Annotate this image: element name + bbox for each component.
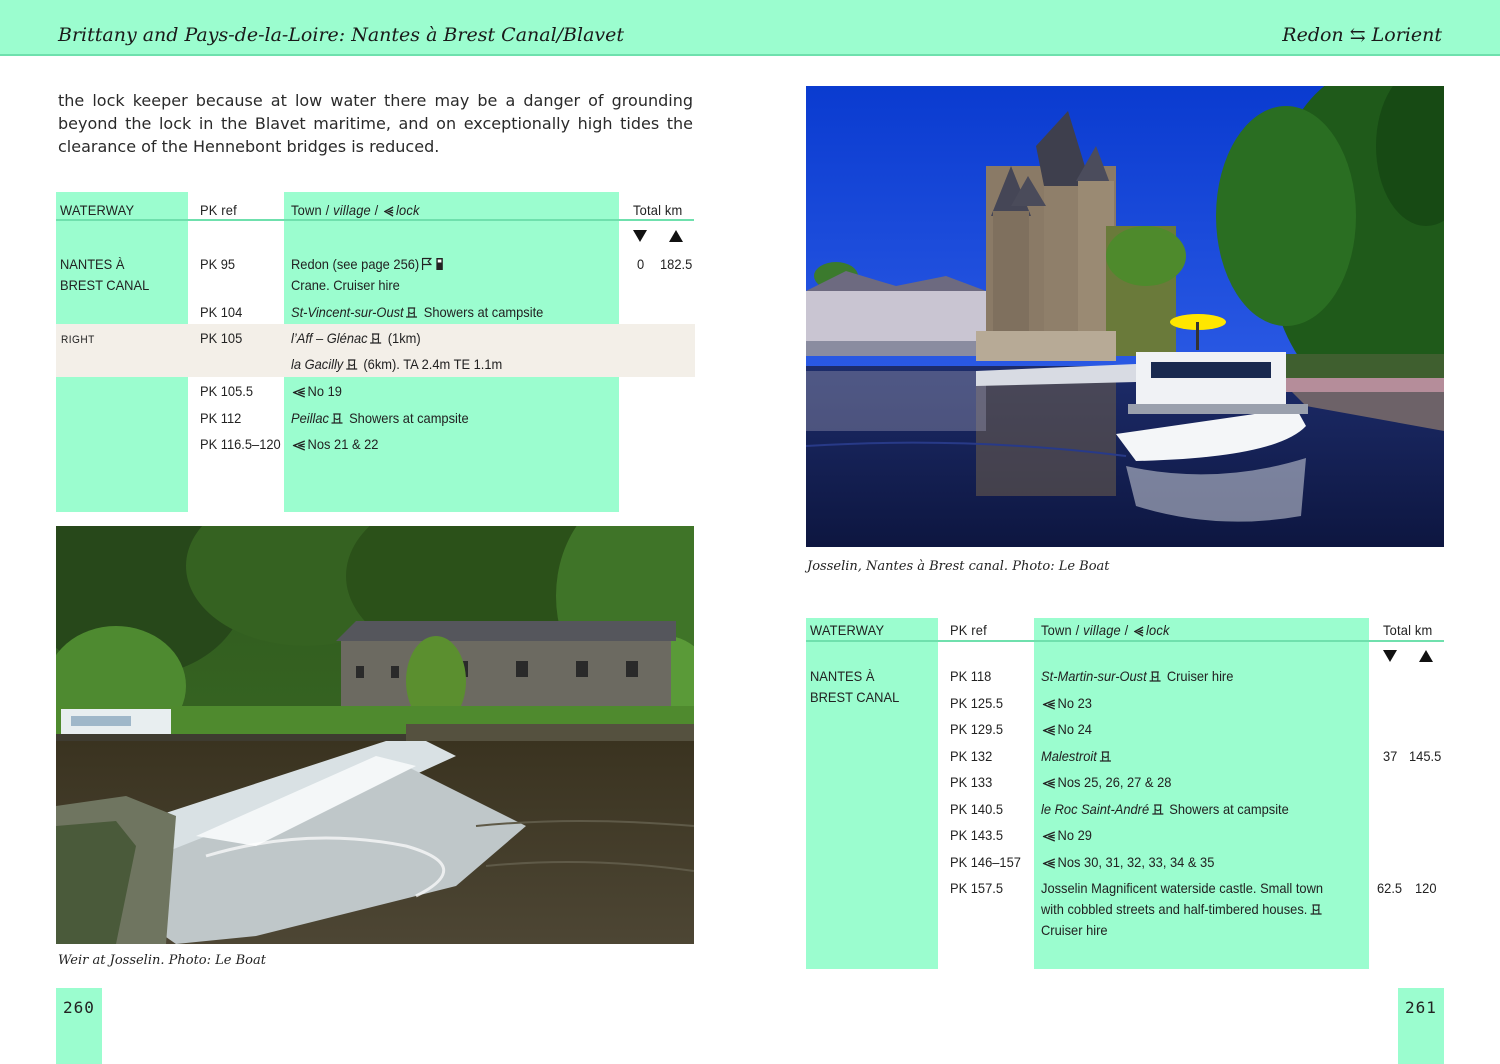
- table-row-pk: PK 95: [200, 256, 236, 272]
- col-header-waterway: WATERWAY: [810, 622, 885, 638]
- km-downstream: 0: [637, 256, 645, 272]
- table-row-pk: PK 146–157: [950, 854, 1021, 870]
- table-row-pk: PK 118: [950, 668, 992, 684]
- flag-icon: [421, 257, 432, 271]
- campsite-icon: [369, 332, 382, 345]
- campsite-icon: [405, 306, 418, 319]
- photo-weir-josselin: [56, 526, 694, 944]
- header-rule: [56, 219, 694, 221]
- waterway-name-line1: NANTES À: [60, 256, 125, 272]
- table-row-pk: PK 112: [200, 410, 242, 426]
- header-right-title: Redon ⇆ Lorient: [1282, 24, 1442, 46]
- bank-label-right: RIGHT: [61, 334, 95, 346]
- table-row-town: Malestroit: [1041, 748, 1113, 764]
- km-upstream: 145.5: [1409, 748, 1442, 764]
- col-header-pk: PK ref: [950, 622, 987, 638]
- downstream-arrow-icon: [1383, 650, 1397, 662]
- col-header-pk: PK ref: [200, 202, 237, 218]
- waterway-name-line2: BREST CANAL: [810, 689, 900, 705]
- header-left-title: Brittany and Pays-de-la-Loire: Nantes à Brest Canal/Blavet: [58, 24, 625, 46]
- km-upstream: 120: [1415, 880, 1437, 896]
- km-downstream: 62.5: [1377, 880, 1403, 896]
- campsite-icon: [1149, 670, 1162, 683]
- table-row-pk: PK 125.5: [950, 695, 1004, 711]
- col-header-total-km: Total km: [633, 202, 683, 218]
- campsite-icon: [345, 358, 358, 371]
- lock-icon: [1043, 858, 1056, 869]
- table-row-town: Peillac Showers at campsite: [291, 410, 469, 426]
- upstream-arrow-icon: [1419, 650, 1433, 662]
- campsite-icon: [331, 412, 344, 425]
- table-row-pk: PK 157.5: [950, 880, 1004, 896]
- header-rule: [806, 640, 1444, 642]
- page-number-left: 260: [63, 998, 95, 1017]
- intro-paragraph: the lock keeper because at low water there may be a danger of grounding beyond the lock in the Blavet maritime, and on exceptionally high tides the clearance of the Hennebont bridges is reduced.: [58, 91, 693, 156]
- table-row-town: l’Aff – Glénac (1km): [291, 330, 421, 346]
- lock-icon: [384, 206, 394, 217]
- page-number-right: 261: [1405, 998, 1437, 1017]
- col-header-waterway: WATERWAY: [60, 202, 135, 218]
- campsite-icon: [1309, 903, 1322, 916]
- table-row-town: le Roc Saint-André Showers at campsite: [1041, 801, 1289, 817]
- table-row-town: No 24: [1041, 721, 1092, 737]
- table-row-pk: PK 105: [200, 330, 243, 346]
- table-row-town: Crane. Cruiser hire: [291, 277, 400, 293]
- km-downstream: 37: [1383, 748, 1398, 764]
- campsite-icon: [1151, 803, 1164, 816]
- table-row-pk: PK 140.5: [950, 801, 1004, 817]
- photo-josselin-castle: [806, 86, 1444, 547]
- downstream-arrow-icon: [633, 230, 647, 242]
- lock-icon: [1043, 831, 1056, 842]
- table-row-town: Nos 21 & 22: [291, 436, 378, 452]
- table-row-pk: PK 143.5: [950, 827, 1004, 843]
- table-row-town: No 29: [1041, 827, 1092, 843]
- table-row-town-cont: with cobbled streets and half-timbered houses.: [1041, 901, 1324, 917]
- lock-icon: [293, 387, 306, 398]
- table-row-town: No 23: [1041, 695, 1092, 711]
- table-row-pk: PK 104: [200, 304, 243, 320]
- lock-icon: [1043, 725, 1056, 736]
- table-row-town: Nos 30, 31, 32, 33, 34 & 35: [1041, 854, 1214, 870]
- running-header: [0, 0, 1500, 56]
- table-row-town: St-Vincent-sur-Oust Showers at campsite: [291, 304, 544, 320]
- col-header-total-km: Total km: [1383, 622, 1433, 638]
- table-row-town: Redon (see page 256): [291, 256, 447, 272]
- fuel-pump-icon: [436, 257, 445, 271]
- table-row-pk: PK 129.5: [950, 721, 1004, 737]
- caption-weir: Weir at Josselin. Photo: Le Boat: [58, 953, 266, 968]
- col-header-town: Town / village / lock: [291, 202, 420, 218]
- waterway-name-line2: BREST CANAL: [60, 277, 150, 293]
- table-row-pk: PK 116.5–120: [200, 436, 281, 452]
- table-row-town: la Gacilly (6km). TA 2.4m TE 1.1m: [291, 356, 503, 372]
- table-row-pk: PK 132: [950, 748, 993, 764]
- table-row-town: St-Martin-sur-Oust Cruiser hire: [1041, 668, 1234, 684]
- table-row-town-cont: Cruiser hire: [1041, 922, 1108, 938]
- table-row-pk: PK 105.5: [200, 383, 254, 399]
- upstream-arrow-icon: [669, 230, 683, 242]
- lock-icon: [1134, 626, 1144, 637]
- table-row-town: Nos 25, 26, 27 & 28: [1041, 774, 1171, 790]
- lock-icon: [293, 440, 306, 451]
- caption-josselin: Josselin, Nantes à Brest canal. Photo: Le Boat: [807, 559, 1110, 574]
- col-header-town: Town / village / lock: [1041, 622, 1170, 638]
- table-row-pk: PK 133: [950, 774, 993, 790]
- waterway-name-line1: NANTES À: [810, 668, 875, 684]
- table-row-town: No 19: [291, 383, 342, 399]
- campsite-icon: [1099, 750, 1112, 763]
- lock-icon: [1043, 778, 1056, 789]
- lock-icon: [1043, 699, 1056, 710]
- table-row-town: Josselin Magnificent waterside castle. Small town: [1041, 880, 1324, 896]
- km-upstream: 182.5: [660, 256, 693, 272]
